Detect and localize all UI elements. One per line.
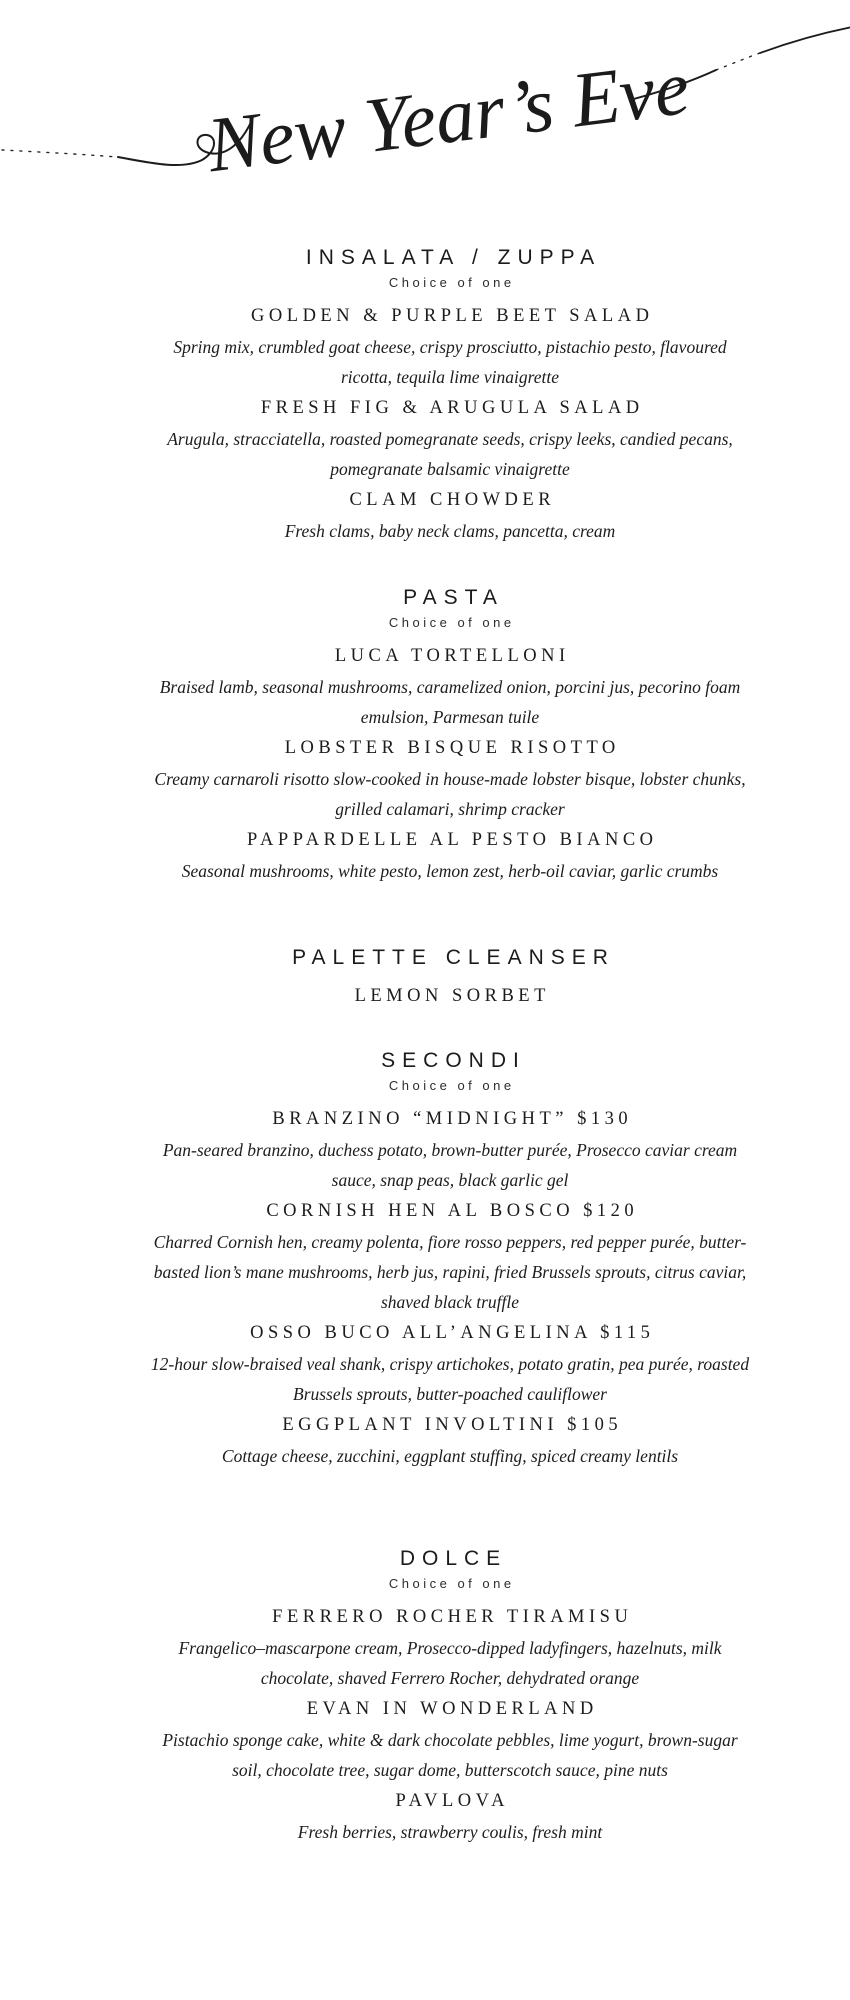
section-subtitle: Choice of one — [388, 1078, 515, 1093]
menu-item — [120, 398, 780, 484]
menu-item — [120, 1323, 780, 1409]
section-items — [120, 986, 780, 1007]
item-name: FERRERO ROCHER TIRAMISU — [272, 1607, 633, 1627]
item-description: Creamy carnaroli risotto slow-cooked in house-made lobster bisque, lobster chunks, grilled calamari, shrimp cracker — [154, 769, 746, 819]
section-title: PASTA — [403, 586, 504, 609]
menu-item — [120, 830, 780, 886]
section-subtitle: Choice of one — [388, 615, 515, 630]
menu-item — [120, 1699, 780, 1785]
menu-item — [120, 490, 780, 546]
item-description: Arugula, stracciatella, roasted pomegranate seeds, crispy leeks, candied pecans, pomegranate balsamic vinaigrette — [167, 429, 733, 479]
menu-title: New Year’s Eve — [202, 42, 694, 189]
section-title: DOLCE — [399, 1547, 508, 1570]
menu-item — [120, 1791, 780, 1847]
item-description: Braised lamb, seasonal mushrooms, caramelized onion, porcini jus, pecorino foam emulsion, Parmesan tuile — [159, 677, 741, 727]
section-items — [120, 1607, 780, 1847]
item-description: Frangelico–mascarpone cream, Prosecco-dipped ladyfingers, hazelnuts, milk chocolate, shaved Ferrero Rocher, dehydrated orange — [178, 1638, 722, 1688]
menu-item — [120, 306, 780, 392]
item-description: Fresh clams, baby neck clams, pancetta, cream — [284, 521, 616, 541]
menu-header — [0, 0, 850, 232]
section-items — [120, 306, 780, 546]
menu-item — [120, 738, 780, 824]
item-description: Seasonal mushrooms, white pesto, lemon zest, herb-oil caviar, garlic crumbs — [181, 861, 719, 881]
section-title: PALETTE CLEANSER — [292, 946, 615, 969]
item-name: LEMON SORBET — [354, 986, 550, 1006]
item-name: PAVLOVA — [395, 1791, 509, 1811]
item-name: LOBSTER BISQUE RISOTTO — [284, 738, 620, 758]
menu-item — [120, 1109, 780, 1195]
flourish-left-dotted — [2, 150, 118, 157]
menu-item — [120, 1607, 780, 1693]
item-description: Pistachio sponge cake, white & dark chocolate pebbles, lime yogurt, brown-sugar soil, chocolate tree, sugar dome, butterscotch sauce, pine nuts — [162, 1730, 738, 1780]
item-name: PAPPARDELLE AL PESTO BIANCO — [246, 830, 658, 850]
item-name: CLAM CHOWDER — [349, 490, 556, 510]
section-title: INSALATA / ZUPPA — [305, 246, 602, 269]
item-name: BRANZINO “MIDNIGHT” $130 — [272, 1109, 633, 1129]
item-description: Cottage cheese, zucchini, eggplant stuffing, spiced creamy lentils — [221, 1446, 679, 1466]
menu-item — [120, 1415, 780, 1471]
item-description: Fresh berries, strawberry coulis, fresh mint — [297, 1822, 603, 1842]
section-subtitle: Choice of one — [388, 275, 515, 290]
item-description: Spring mix, crumbled goat cheese, crispy prosciutto, pistachio pesto, flavoured ricotta, tequila lime vinaigrette — [173, 337, 727, 387]
item-name: FRESH FIG & ARUGULA SALAD — [260, 398, 644, 418]
section-items — [120, 1109, 780, 1471]
menu-item — [120, 646, 780, 732]
item-name: GOLDEN & PURPLE BEET SALAD — [251, 306, 654, 326]
section-pasta — [120, 586, 780, 886]
item-name: EGGPLANT INVOLTINI $105 — [282, 1415, 623, 1435]
menu-item — [120, 986, 780, 1007]
item-name: CORNISH HEN AL BOSCO $120 — [266, 1201, 639, 1221]
item-description: Pan-seared branzino, duchess potato, brown-butter purée, Prosecco caviar cream sauce, snap peas, black garlic gel — [162, 1140, 738, 1190]
item-name: OSSO BUCO ALL’ANGELINA $115 — [250, 1323, 655, 1343]
section-secondi — [120, 1049, 780, 1471]
section-insalata-zuppa — [120, 246, 780, 546]
item-description: Charred Cornish hen, creamy polenta, fiore rosso peppers, red pepper purée, butter-basted lion’s mane mushrooms, herb jus, rapini, fried Brussels sprouts, citrus caviar, shaved black truffle — [153, 1232, 747, 1312]
item-name: EVAN IN WONDERLAND — [306, 1699, 598, 1719]
section-title: SECONDI — [381, 1049, 526, 1072]
section-items — [120, 646, 780, 886]
menu-content — [120, 246, 780, 1847]
menu-item — [120, 1201, 780, 1317]
section-dolce — [120, 1547, 780, 1847]
section-palette-cleanser — [120, 946, 780, 1007]
item-description: 12-hour slow-braised veal shank, crispy artichokes, potato gratin, pea purée, roasted Brussels sprouts, butter-poached cauliflower — [150, 1354, 750, 1404]
section-subtitle: Choice of one — [388, 1576, 515, 1591]
flourish-right-tail — [760, 27, 850, 53]
flourish-right-dotted — [716, 53, 760, 70]
item-name: LUCA TORTELLONI — [334, 646, 570, 666]
